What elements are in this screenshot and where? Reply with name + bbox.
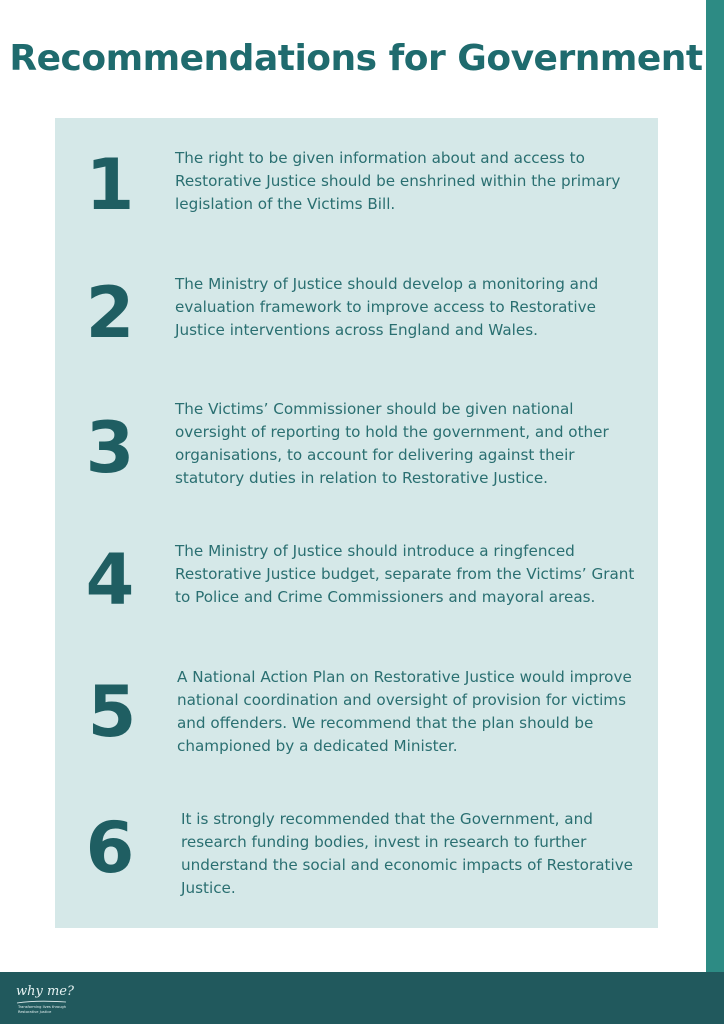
recommendation-number: 2 — [85, 272, 135, 354]
recommendation-text: The Ministry of Justice should develop a monitoring and evaluation framework to improve access to Restorative Justice interventions across England and Wales. — [175, 275, 599, 339]
recommendation-number: 1 — [85, 144, 135, 226]
recommendation-text: The Victims’ Commissioner should be given national oversight of reporting to hold the government, and other organisations, to account for delivering against their statutory duties in relation to Restorative Justice. — [175, 400, 609, 487]
footer-bar — [0, 972, 724, 1024]
right-accent-stripe — [706, 0, 724, 1024]
recommendation-number: 3 — [85, 407, 135, 489]
recommendation-text: The right to be given information about and access to Restorative Justice should be enshrined within the primary legislation of the Victims Bill. — [175, 149, 621, 213]
why-me-logo — [14, 980, 74, 1020]
recommendations-panel — [55, 118, 658, 928]
recommendation-text: A National Action Plan on Restorative Justice would improve national coordination and oversight of provision for victims and offenders. We recommend that the plan should be championed by a dedicated Minister. — [177, 668, 632, 755]
recommendation-text: The Ministry of Justice should introduce a ringfenced Restorative Justice budget, separate from the Victims’ Grant to Police and Crime Commissioners and mayoral areas. — [175, 542, 635, 606]
recommendation-text: It is strongly recommended that the Government, and research funding bodies, invest in research to further understand the social and economic impacts of Restorative Justice. — [181, 810, 634, 897]
page-title: Recommendations for Government — [9, 38, 703, 79]
recommendation-number: 6 — [85, 807, 135, 889]
recommendation-number: 4 — [85, 539, 135, 621]
logo-wordmark: why me? — [16, 984, 74, 999]
recommendation-number: 5 — [87, 671, 137, 753]
logo-tagline: Transforming lives through Restorative Justice — [18, 1005, 67, 1014]
